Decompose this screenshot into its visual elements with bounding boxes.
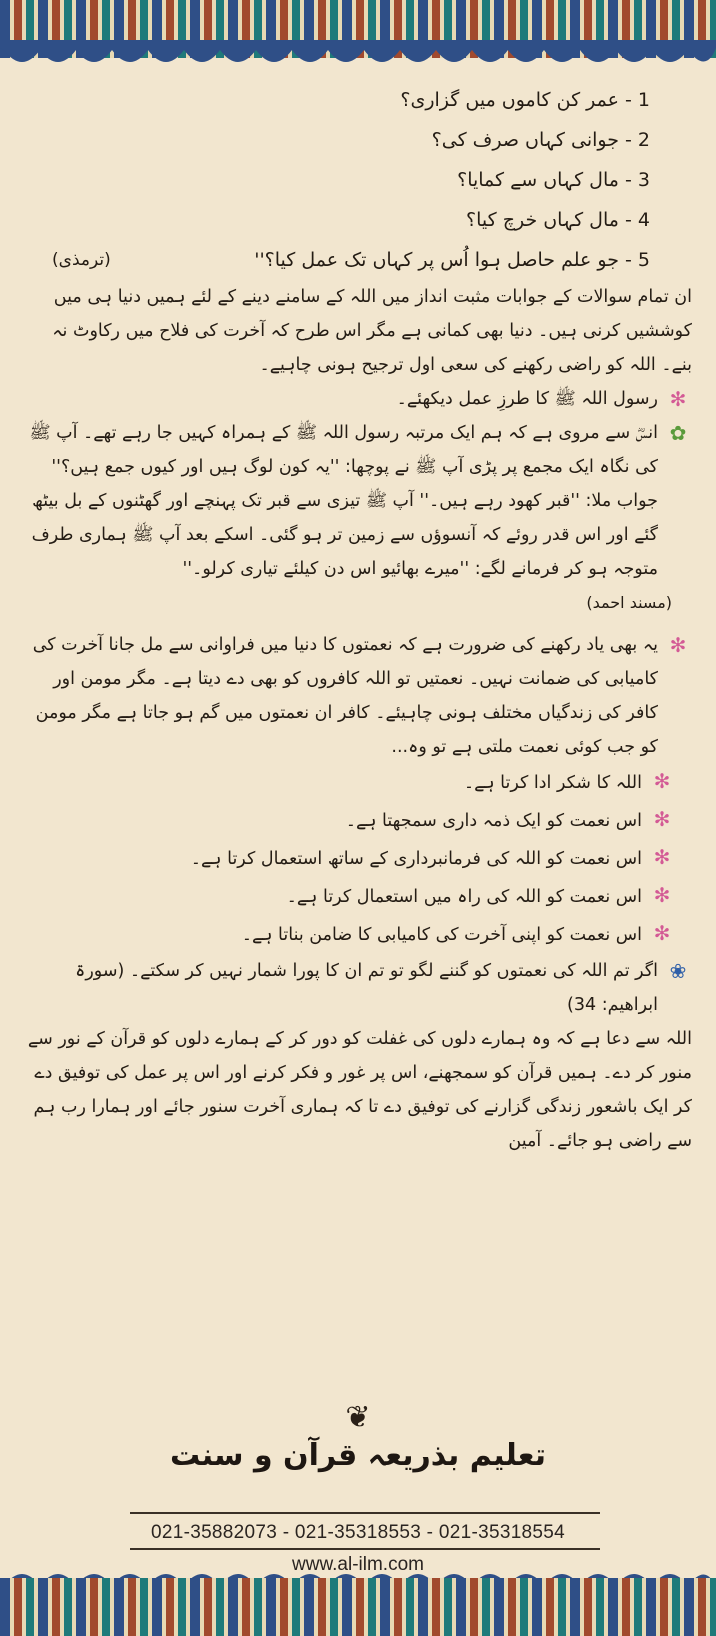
footer-logo [0, 1400, 716, 1476]
pink-flower-bullet-icon: ✻ [653, 921, 671, 945]
calligraphy-logo-icon: ❦ [345, 1400, 371, 1435]
brand-name: تعلیم بذریعہ قرآن و سنت [170, 1438, 546, 1473]
bottom-ornamental-border [0, 1578, 716, 1636]
pink-flower-bullet-icon: ✻ [653, 807, 671, 831]
questions-list [24, 80, 692, 280]
quran-verse: ❀ اگر تم اللہ کی نعمتوں کو گننے لگو تو تم ان کا پورا شمار نہیں کر سکتے۔ (سورۃ ابراھیم: 34) [24, 954, 692, 1022]
question-item: 1 - عمر کن کاموں میں گزاری؟ [400, 89, 650, 111]
website-link[interactable]: www.al-ilm.com [292, 1554, 424, 1575]
reminder-paragraph: ✻ یہ بھی یاد رکھنے کی ضرورت ہے کہ نعمتوں کا دنیا میں فراوانی سے مل جانا آخرت کی کامیابی کی ضمانت نہیں۔ نعمتیں تو اللہ کافروں کو بھی دے دیتا ہے۔ مگر مومن اور کافر کی زندگیاں مختلف ہونی چاہیئے۔ کافر ان نعمتوں میں گم ہو جاتا ہے مگر مومن کو جب کوئی نعمت ملتی ہے تو وہ... [24, 628, 692, 764]
footer-divider-bottom [130, 1548, 600, 1550]
reference-musnad-ahmad: (مسند احمد) [586, 593, 672, 612]
list-item: ✻ اس نعمت کو اپنی آخرت کی کامیابی کا ضامن بناتا ہے۔ [24, 916, 676, 954]
question-item: 5 - جو علم حاصل ہوا اُس پر کہاں تک عمل کیا؟'' (ترمذی) [24, 240, 692, 280]
list-item: ✻ اللہ کا شکر ادا کرتا ہے۔ [24, 764, 676, 802]
pink-flower-bullet-icon: ✻ [653, 883, 671, 907]
top-scallop-border [0, 40, 716, 80]
pink-flower-bullet-icon: ✻ [669, 633, 687, 657]
question-item: 3 - مال کہاں سے کمایا؟ [457, 169, 650, 191]
green-flower-icon: ✿ [669, 421, 687, 445]
blue-flower-icon: ❀ [669, 959, 687, 983]
hadith-block: ✿ انسؓ سے مروی ہے کہ ہم ایک مرتبہ رسول اللہ ﷺ کے ہمراہ کہیں جا رہے تھے۔ آپ ﷺ کی نگاہ ایک مجمع پر پڑی آپ ﷺ نے پوچھا: ''یہ کون لوگ ہیں اور کیوں جمع ہیں؟'' جواب ملا: ''قبر کھود رہے ہیں۔'' آپ ﷺ تیزی سے قبر تک پہنچے اور گھٹنوں کے بل بیٹھ گئے اور اس قدر روئے کہ آنسوؤں سے زمین تر ہو گئی۔ اسکے بعد آپ ﷺ ہماری طرف متوجہ ہو کر فرمانے لگے: ''میرے بھائیو اس دن کیلئے تیاری کرلو۔'' [24, 416, 692, 586]
bullet-rasool: ✻ رسول اللہ ﷺ کا طرزِ عمل دیکھئے۔ [24, 382, 692, 416]
question-item: 2 - جوانی کہاں صرف کی؟ [431, 129, 650, 151]
footer-divider-top [130, 1512, 600, 1514]
list-item: ✻ اس نعمت کو اللہ کی راہ میں استعمال کرتا ہے۔ [24, 878, 676, 916]
pink-flower-bullet-icon: ✻ [653, 845, 671, 869]
list-item: ✻ اس نعمت کو اللہ کی فرمانبرداری کے ساتھ استعمال کرتا ہے۔ [24, 840, 676, 878]
dua-paragraph: اللہ سے دعا ہے کہ وہ ہمارے دلوں کی غفلت کو دور کر کے ہمارے دلوں کو قرآن کے نور سے منور کر دے۔ ہمیں قرآن کو سمجھنے، اس پر غور و فکر کرنے اور اس پر عمل کی توفیق دے کر ایک باشعور زندگی گزارنے کی توفیق دے تا کہ ہماری آخرت سنور جائے اور ہمارا رب ہم سے راضی ہو جائے۔ آمین [27, 1029, 692, 1151]
phone-numbers: 021-35882073 - 021-35318553 - 021-35318554 [150, 1522, 566, 1543]
believer-actions-list [24, 764, 692, 954]
pink-flower-bullet-icon: ✻ [653, 769, 671, 793]
article-body [24, 80, 692, 1158]
reference-tirmidhi: (ترمذی) [52, 250, 111, 270]
question-item: 4 - مال کہاں خرچ کیا؟ [466, 209, 650, 231]
intro-paragraph: ان تمام سوالات کے جوابات مثبت انداز میں اللہ کے سامنے دینے کے لئے ہمیں دنیا ہی میں کوششیں کرنی ہیں۔ دنیا بھی کمانی ہے مگر اس طرح کہ آخرت کی فلاح میں رکاوٹ نہ بنے۔ اللہ کو راضی رکھنے کی سعی اول ترجیح ہونی چاہیے۔ [52, 287, 692, 375]
list-item: ✻ اس نعمت کو ایک ذمہ داری سمجھتا ہے۔ [24, 802, 676, 840]
pink-flower-bullet-icon: ✻ [669, 387, 687, 411]
